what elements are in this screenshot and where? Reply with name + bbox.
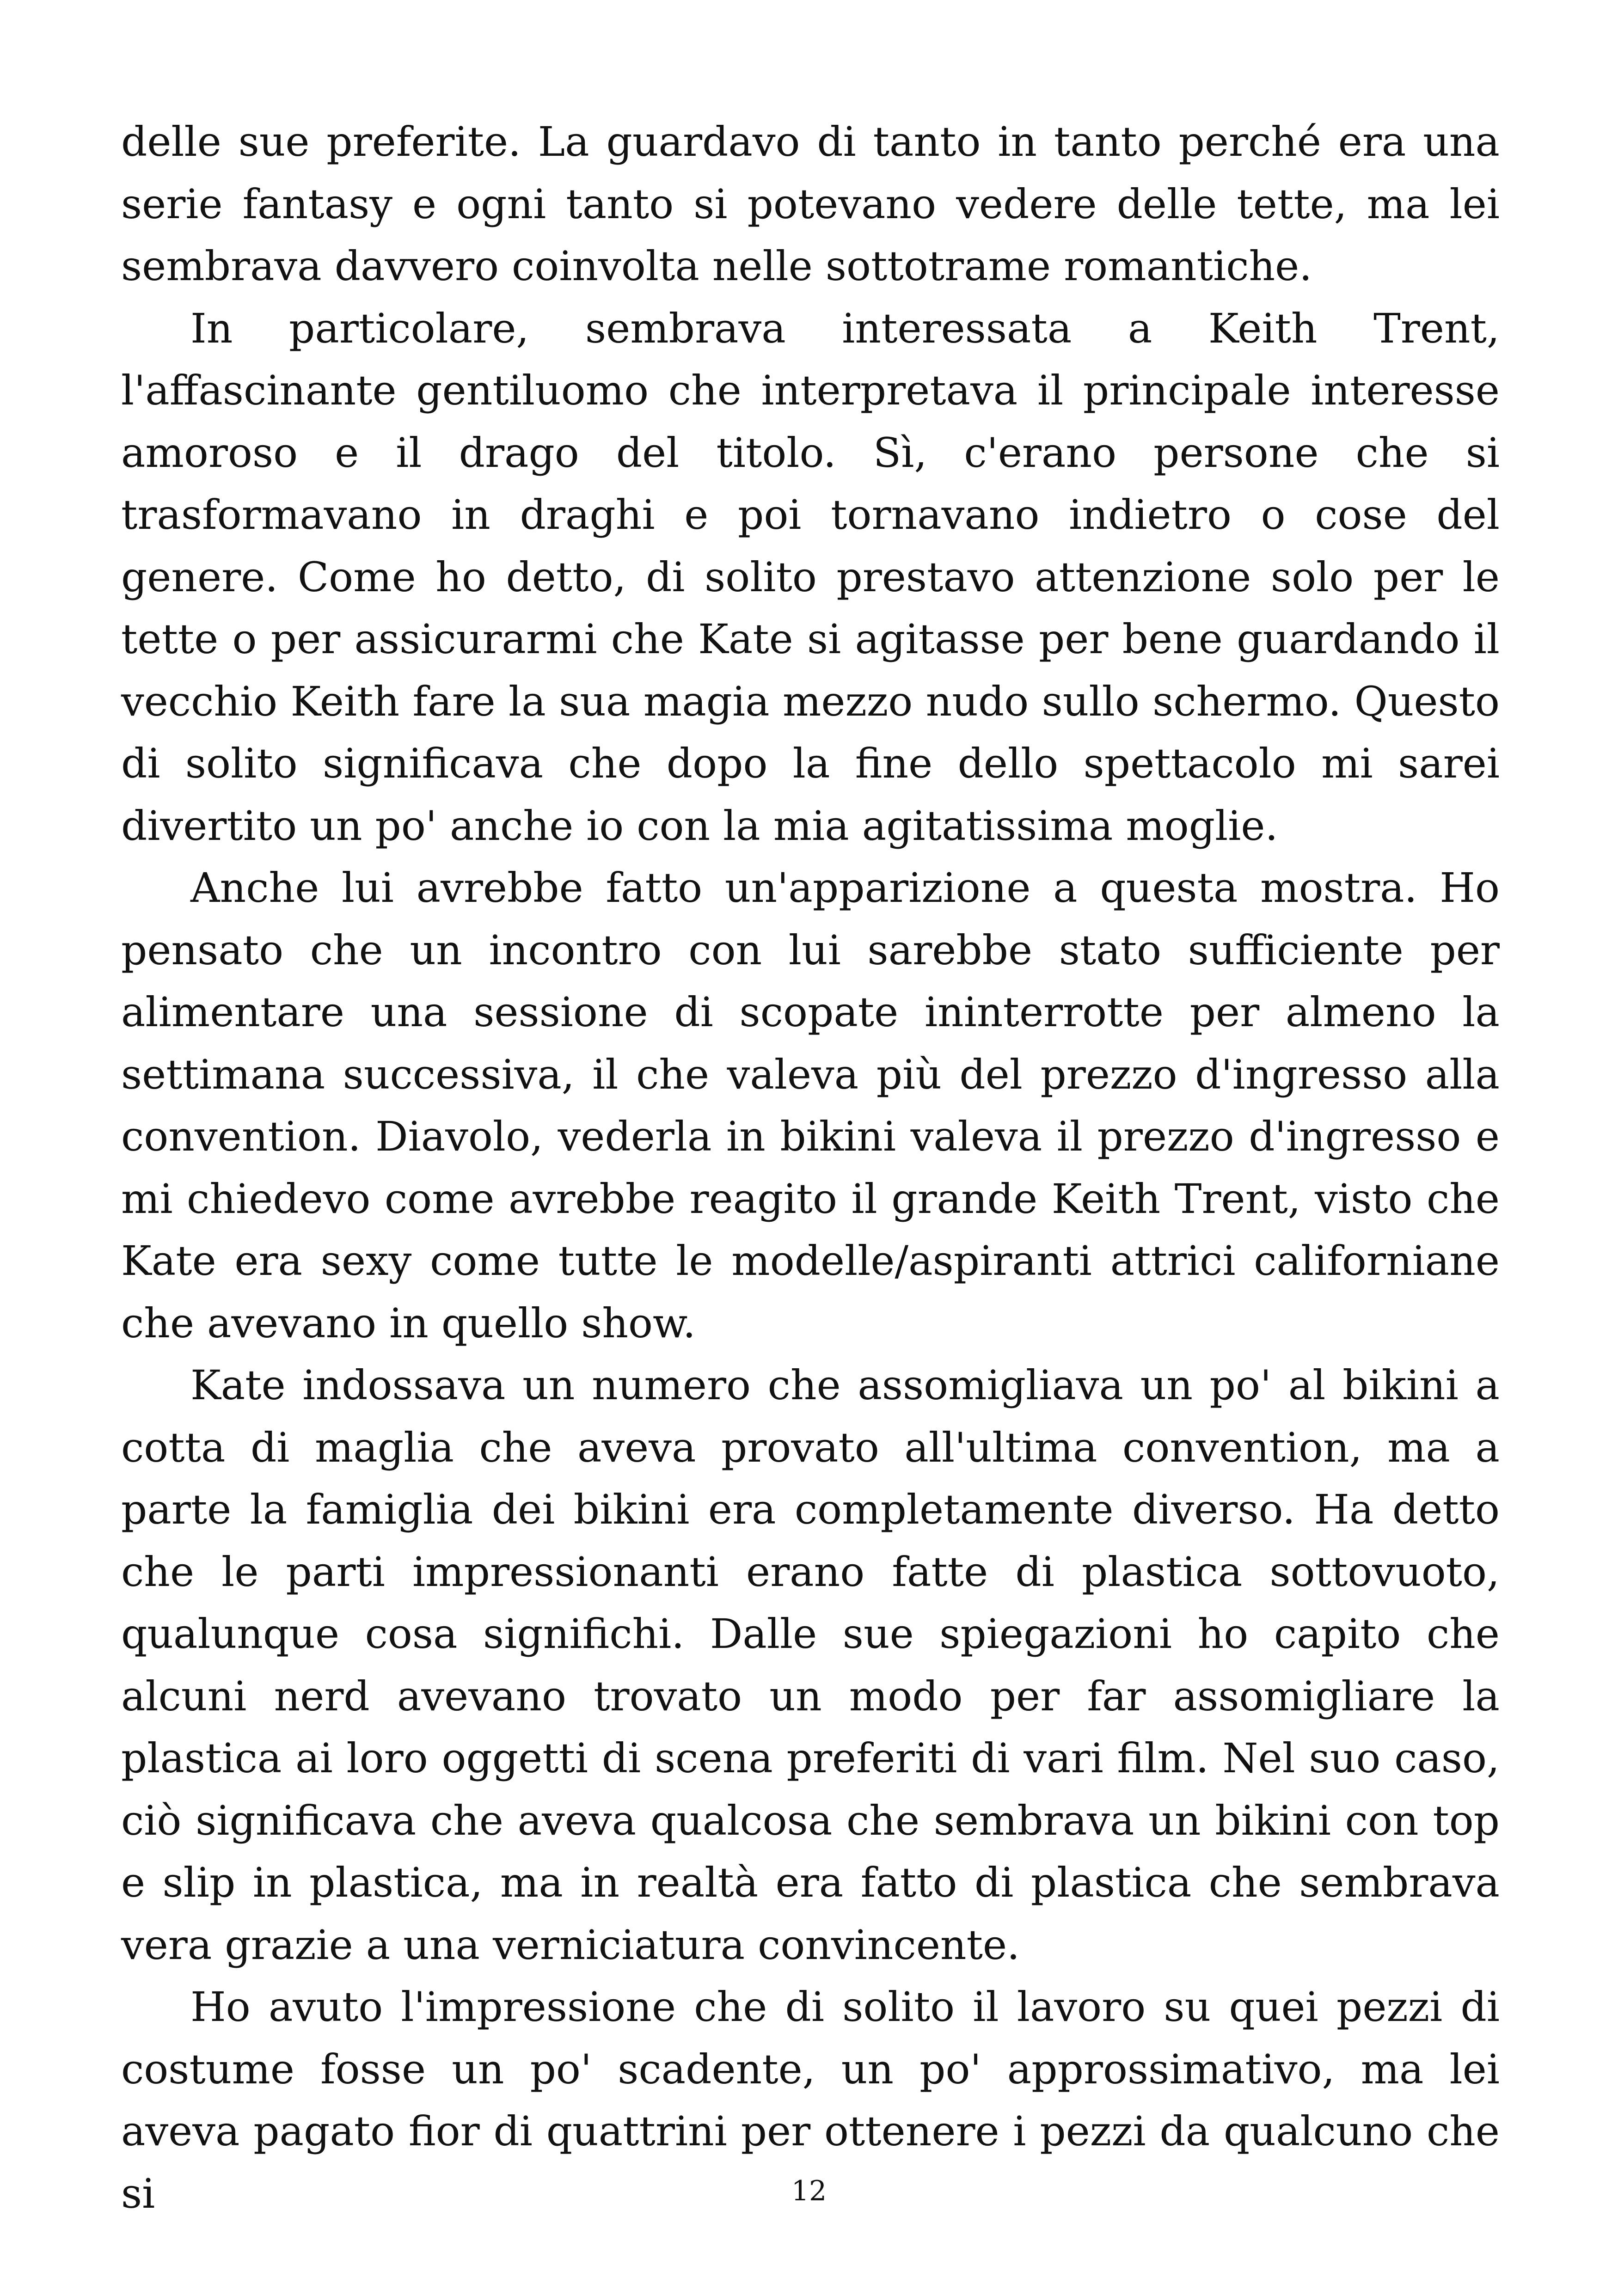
page-number: 12 xyxy=(791,2175,827,2207)
paragraph: Kate indossava un numero che assomigliava un po' al bikini a cotta di maglia che aveva provato all'ultima convention, ma a parte la famiglia dei bikini era completamente diverso. Ha detto che le parti impressionanti erano fatte di plastica sottovuoto, qualunque cosa significhi. Dalle sue spiegazioni ho capito che alcuni nerd avevano trovato un modo per far assomigliare la plastica ai loro oggetti di scena preferiti di vari film. Nel suo caso, ciò significava che aveva qualcosa che sembrava un bikini con top e slip in plastica, ma in realtà era fatto di plastica che sembrava vera grazie a una verniciatura convincente. xyxy=(121,1361,1500,1969)
paragraph: Ho avuto l'impressione che di solito il lavoro su quei pezzi di costume fosse un po' scadente, un po' approssimativo, ma lei aveva pagato fior di quattrini per ottenere i pezzi da qualcuno che si xyxy=(121,1983,1500,2217)
paragraph: In particolare, sembrava interessata a Keith Trent, l'affascinante gentiluomo che interpretava il principale interesse amoroso e il drago del titolo. Sì, c'erano persone che si trasformavano in draghi e poi tornavano indietro o cose del genere. Come ho detto, di solito prestavo attenzione solo per le tette o per assicurarmi che Kate si agitasse per bene guardando il vecchio Keith fare la sua magia mezzo nudo sullo schermo. Questo di solito significava che dopo la fine dello spettacolo mi sarei divertito un po' anche io con la mia agitatissima moglie. xyxy=(121,304,1500,850)
paragraph: Anche lui avrebbe fatto un'apparizione a questa mostra. Ho pensato che un incontro con lui sarebbe stato sufficiente per alimentare una sessione di scopate ininterrotte per almeno la settimana successiva, il che valeva più del prezzo d'ingresso alla convention. Diavolo, vederla in bikini valeva il prezzo d'ingresso e mi chiedevo come avrebbe reagito il grande Keith Trent, visto che Kate era sexy come tutte le modelle/aspiranti attrici californiane che avevano in quello show. xyxy=(121,864,1500,1347)
paragraph-continuation: delle sue preferite. La guardavo di tanto in tanto perché era una serie fantasy e ogni tanto si potevano vedere delle tette, ma lei sembrava davvero coinvolta nelle sottotrame romantiche. xyxy=(121,118,1500,290)
body-text xyxy=(121,111,1500,2225)
